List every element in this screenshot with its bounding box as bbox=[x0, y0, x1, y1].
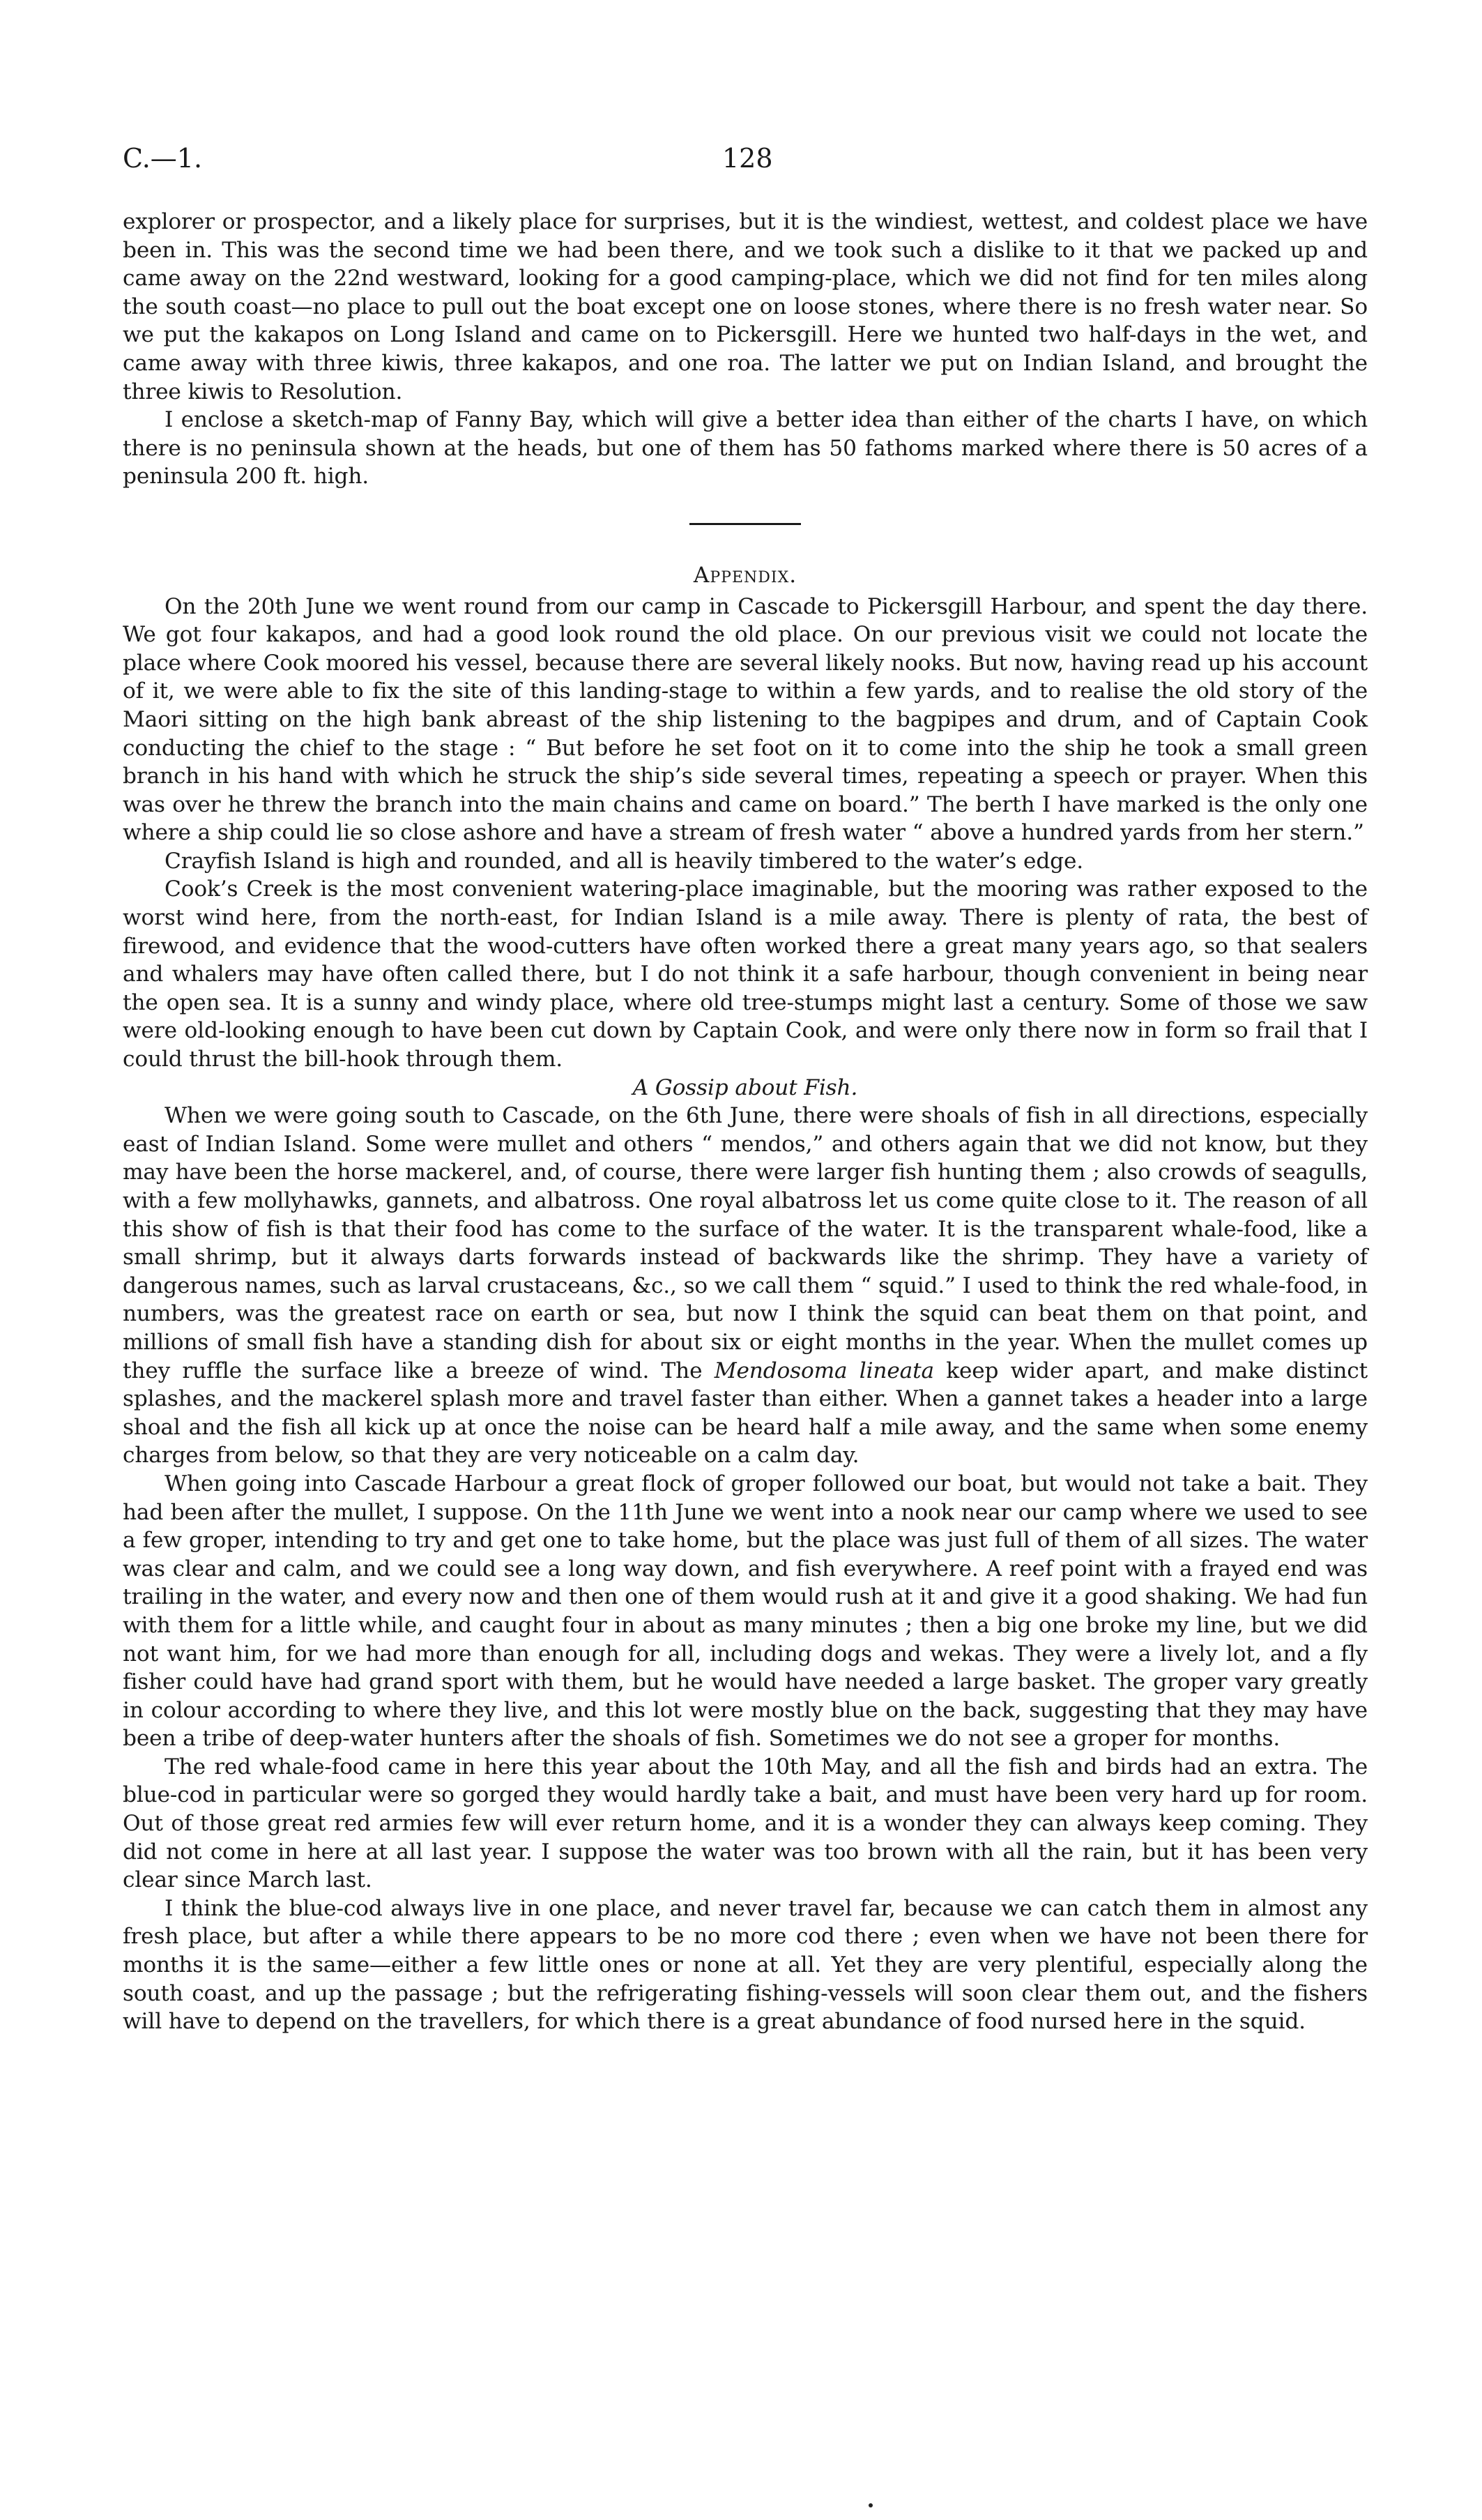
fish-paragraph-4: I think the blue-cod always live in one place, and never travel far, because we can catch them in almost any fresh place, but after a while there appears to be no more cod there ; even when we have not been there for months it is the same—either a few little ones or none at all. Yet they are very plentiful, especially along the south coast, and up the passage ; but the refrigerating fishing-vessels will soon clear them out, and the fishers will have to depend on the travellers, for which there is a great abundance of food nursed here in the squid. bbox=[123, 1895, 1368, 2035]
fish-paragraph-1-text-b: keep wider apart, and make distinct splashes, and the mackerel splash more and travel faster than either. When a gannet takes a header into a large shoal and the fish all kick up at once the noise can be heard half a mile away, and the same when some enemy charges from below, so that they are very noticeable on a calm day. bbox=[123, 1358, 1368, 1468]
footer-mark bbox=[869, 2503, 873, 2507]
fish-section-heading: A Gossip about Fish. bbox=[632, 1075, 858, 1100]
document-reference: C.—1. bbox=[123, 143, 203, 174]
document-body bbox=[123, 208, 1368, 2036]
intro-paragraph-1: explorer or prospector, and a likely place for surprises, but it is the windiest, wettest, and coldest place we have been in. This was the second time we had been there, and we took such a dislike to it that we packed up and came away on the 22nd westward, looking for a good camping-place, which we did not find for ten miles along the south coast—no place to pull out the boat except one on loose stones, where there is no fresh water near. So we put the kakapos on Long Island and came on to Pickersgill. Here we hunted two half-days in the wet, and came away with three kiwis, three kakapos, and one roa. The latter we put on Indian Island, and brought the three kiwis to Resolution. bbox=[123, 209, 1368, 404]
fish-paragraph-1-text-a: When we were going south to Cascade, on the 6th June, there were shoals of fish in all directions, especially east of Indian Island. Some were mullet and others “ mendos,” and others again that we did not know, but they may have been the horse mackerel, and, of course, there were larger fish hunting them ; also crowds of seagulls, with a few mollyhawks, gannets, and albatross. One royal albatross let us come quite close to it. The reason of all this show of fish is that their food has come to the surface of the water. It is the transparent whale-food, like a small shrimp, but it always darts forwards instead of backwards like the shrimp. They have a variety of dangerous names, such as larval crustaceans, &c., so we call them “ squid.” I used to think the red whale-food, in numbers, was the greatest race on earth or sea, but now I think the squid can beat them on that point, and millions of small fish have a standing dish for about six or eight months in the year. When the mullet comes up they ruffle the surface like a breeze of wind. The bbox=[123, 1103, 1368, 1383]
fish-paragraph-1 bbox=[123, 1102, 1368, 1470]
appendix-paragraph-2: Crayfish Island is high and rounded, and all is heavily timbered to the water’s edge. bbox=[165, 848, 1084, 874]
page-number: 128 bbox=[722, 143, 773, 174]
appendix-paragraph-3: Cook’s Creek is the most convenient watering-place imaginable, but the mooring was rather exposed to the worst wind here, from the north-east, for Indian Island is a mile away. There is plenty of rata, the best of firewood, and evidence that the wood-cutters have often worked there a great many years ago, so that sealers and whalers may have often called there, but I do not think it a safe harbour, though convenient in being near the open sea. It is a sunny and windy place, where old tree-stumps might last a century. Some of those we saw were old-looking enough to have been cut down by Captain Cook, and were only there now in form so frail that I could thrust the bill-hook through them. bbox=[123, 876, 1368, 1072]
appendix-heading: Appendix. bbox=[693, 562, 797, 588]
fish-paragraph-2: When going into Cascade Harbour a great flock of groper followed our boat, but would not take a bait. They had been after the mullet, I suppose. On the 11th June we went into a nook near our camp where we used to see a few groper, intending to try and get one to take home, but the place was just full of them of all sizes. The water was clear and calm, and we could see a long way down, and fish everywhere. A reef point with a frayed end was trailing in the water, and every now and then one of them would rush at it and give it a good shaking. We had fun with them for a little while, and caught four in about as many minutes ; then a big one broke my line, but we did not want him, for we had more than enough for all, including dogs and wekas. They were a lively lot, and a fly fisher could have had grand sport with them, but he would have needed a large basket. The groper vary greatly in colour according to where they live, and this lot were mostly blue on the back, suggesting that they may have been a tribe of deep-water hunters after the shoals of fish. Sometimes we do not see a groper for months. bbox=[123, 1471, 1368, 1752]
appendix-paragraph-1: On the 20th June we went round from our camp in Cascade to Pickersgill Harbour, and spent the day there. We got four kakapos, and had a good look round the old place. On our previous visit we could not locate the place where Cook moored his vessel, because there are several likely nooks. But now, having read up his account of it, we were able to fix the site of this landing-stage to within a few yards, and to realise the old story of the Maori sitting on the high bank abreast of the ship listening to the bagpipes and drum, and of Captain Cook conducting the chief to the stage : “ But before he set foot on it to come into the ship he took a small green branch in his hand with which he struck the ship’s side several times, repeating a speech or prayer. When this was over he threw the branch into the main chains and came on board.” The berth I have marked is the only one where a ship could lie so close ashore and have a stream of fresh water “ above a hundred yards from her stern.” bbox=[123, 593, 1368, 846]
intro-paragraph-2: I enclose a sketch-map of Fanny Bay, which will give a better idea than either of the charts I have, on which there is no peninsula shown at the heads, but one of them has 50 fathoms marked where there is 50 acres of a peninsula 200 ft. high. bbox=[123, 407, 1368, 489]
fish-paragraph-3: The red whale-food came in here this year about the 10th May, and all the fish and birds had an extra. The blue-cod in particular were so gorged they would hardly take a bait, and must have been very hard up for room. Out of those great red armies few will ever return home, and it is a wonder they can always keep coming. They did not come in here at all last year. I suppose the water was too brown with all the rain, but it has been very clear since March last. bbox=[123, 1754, 1368, 1893]
page-header bbox=[123, 143, 1368, 176]
species-name: Mendosoma lineata bbox=[714, 1358, 934, 1383]
section-divider bbox=[689, 523, 801, 525]
